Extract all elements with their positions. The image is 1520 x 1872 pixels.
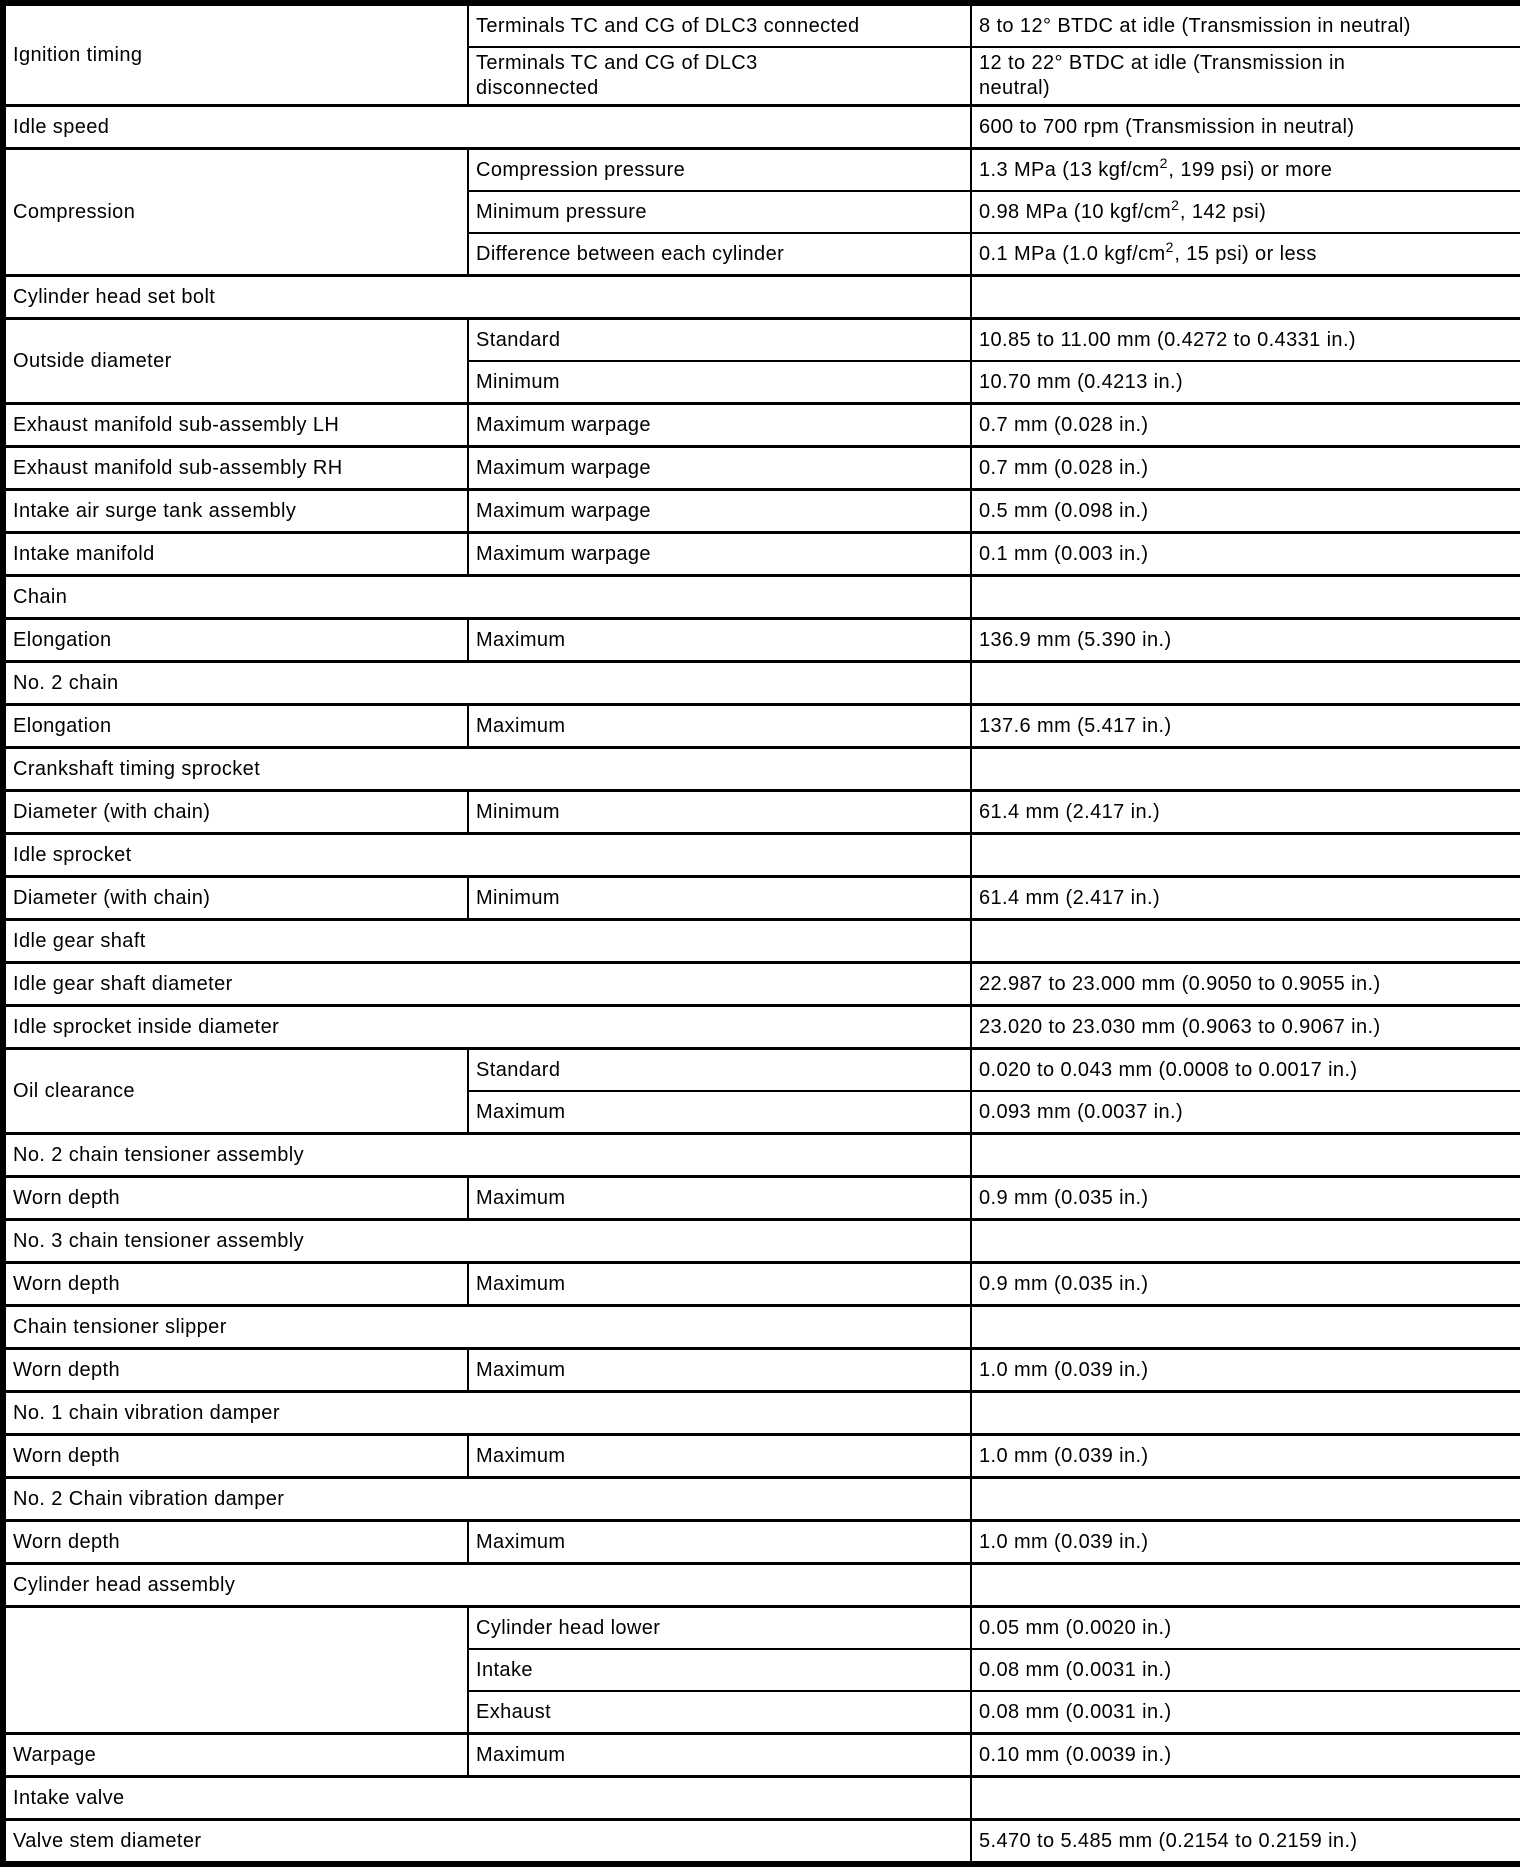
item-cell: Exhaust manifold sub-assembly RH: [3, 447, 468, 490]
item-cell: Intake manifold: [3, 533, 468, 576]
empty-value-cell: [971, 748, 1520, 791]
table-row: [3, 404, 1520, 447]
section-header-row: [3, 576, 1520, 619]
table-row: [3, 1607, 1520, 1650]
item-cell: Worn depth: [3, 1349, 468, 1392]
condition-cell: Maximum warpage: [468, 404, 971, 447]
condition-cell: Standard: [468, 1049, 971, 1092]
table-row: [3, 106, 1520, 149]
item-cell: Worn depth: [3, 1177, 468, 1220]
value-cell: 0.98 MPa (10 kgf/$cm^2$, 142 psi): [971, 191, 1520, 233]
condition-cell: Maximum warpage: [468, 490, 971, 533]
superscript: 2: [1159, 154, 1168, 171]
value-cell: 0.10 mm (0.0039 in.): [971, 1734, 1520, 1777]
value-cell: 0.08 mm (0.0031 in.): [971, 1649, 1520, 1691]
table-row: [3, 1006, 1520, 1049]
empty-value-cell: [971, 1777, 1520, 1820]
table-row: [3, 1049, 1520, 1092]
value-cell: 137.6 mm (5.417 in.): [971, 705, 1520, 748]
condition-cell: Intake: [468, 1649, 971, 1691]
item-cell: Elongation: [3, 705, 468, 748]
value-cell: 1.0 mm (0.039 in.): [971, 1435, 1520, 1478]
condition-cell: Terminals TC and CG of DLC3 disconnected: [468, 47, 971, 106]
empty-value-cell: [971, 1564, 1520, 1607]
value-cell: 0.020 to 0.043 mm (0.0008 to 0.0017 in.): [971, 1049, 1520, 1092]
table-row: [3, 877, 1520, 920]
section-header-cell: No. 2 chain: [3, 662, 971, 705]
table-row: [3, 791, 1520, 834]
section-header-row: [3, 662, 1520, 705]
section-header-row: [3, 834, 1520, 877]
value-cell: 8 to 12° BTDC at idle (Transmission in neutral): [971, 3, 1520, 47]
condition-cell: Maximum: [468, 1263, 971, 1306]
condition-cell: Maximum: [468, 1177, 971, 1220]
condition-cell: Maximum warpage: [468, 447, 971, 490]
empty-value-cell: [971, 1478, 1520, 1521]
condition-cell: Minimum: [468, 361, 971, 404]
value-cell: 0.093 mm (0.0037 in.): [971, 1091, 1520, 1134]
value-cell: 0.7 mm (0.028 in.): [971, 447, 1520, 490]
item-cell: Valve stem diameter: [3, 1820, 971, 1865]
value-cell: 0.05 mm (0.0020 in.): [971, 1607, 1520, 1650]
superscript: 2: [1171, 196, 1179, 213]
value-cell: 600 to 700 rpm (Transmission in neutral): [971, 106, 1520, 149]
condition-cell: Maximum: [468, 1091, 971, 1134]
section-header-cell: Crankshaft timing sprocket: [3, 748, 971, 791]
table-row: [3, 533, 1520, 576]
section-header-cell: No. 3 chain tensioner assembly: [3, 1220, 971, 1263]
table-row: [3, 705, 1520, 748]
table-row: [3, 3, 1520, 47]
value-cell: 0.9 mm (0.035 in.): [971, 1177, 1520, 1220]
condition-cell: Maximum: [468, 1734, 971, 1777]
condition-cell: Exhaust: [468, 1691, 971, 1734]
section-header-cell: Intake valve: [3, 1777, 971, 1820]
empty-item-cell: [3, 1607, 468, 1734]
superscript: 2: [1165, 238, 1174, 255]
section-header-row: [3, 920, 1520, 963]
empty-value-cell: [971, 662, 1520, 705]
value-cell: 0.7 mm (0.028 in.): [971, 404, 1520, 447]
item-cell: Idle sprocket inside diameter: [3, 1006, 971, 1049]
condition-cell: Maximum: [468, 619, 971, 662]
value-cell: 10.70 mm (0.4213 in.): [971, 361, 1520, 404]
empty-value-cell: [971, 1220, 1520, 1263]
section-header-row: [3, 1392, 1520, 1435]
condition-cell: Terminals TC and CG of DLC3 connected: [468, 3, 971, 47]
table-row: [3, 1734, 1520, 1777]
item-cell: Elongation: [3, 619, 468, 662]
value-cell: 1.0 mm (0.039 in.): [971, 1349, 1520, 1392]
condition-cell: Maximum: [468, 1521, 971, 1564]
condition-cell: Maximum: [468, 1349, 971, 1392]
item-cell: Outside diameter: [3, 319, 468, 404]
item-cell: Diameter (with chain): [3, 877, 468, 920]
condition-cell: Maximum: [468, 1435, 971, 1478]
condition-cell: Difference between each cylinder: [468, 233, 971, 276]
condition-cell: Maximum warpage: [468, 533, 971, 576]
item-cell: Worn depth: [3, 1435, 468, 1478]
value-cell: 1.0 mm (0.039 in.): [971, 1521, 1520, 1564]
section-header-row: [3, 1306, 1520, 1349]
item-cell: Oil clearance: [3, 1049, 468, 1134]
value-cell: 23.020 to 23.030 mm (0.9063 to 0.9067 in.): [971, 1006, 1520, 1049]
empty-value-cell: [971, 920, 1520, 963]
value-cell: 61.4 mm (2.417 in.): [971, 791, 1520, 834]
table-row: [3, 490, 1520, 533]
item-cell: Idle speed: [3, 106, 971, 149]
value-cell: 136.9 mm (5.390 in.): [971, 619, 1520, 662]
empty-value-cell: [971, 576, 1520, 619]
item-cell: Intake air surge tank assembly: [3, 490, 468, 533]
table-row: [3, 447, 1520, 490]
value-cell: 0.5 mm (0.098 in.): [971, 490, 1520, 533]
table-row: [3, 149, 1520, 192]
section-header-cell: Idle sprocket: [3, 834, 971, 877]
condition-cell: Cylinder head lower: [468, 1607, 971, 1650]
table-row: [3, 1263, 1520, 1306]
empty-value-cell: [971, 276, 1520, 319]
item-cell: Diameter (with chain): [3, 791, 468, 834]
item-cell: Worn depth: [3, 1263, 468, 1306]
spec-table-body: [3, 3, 1520, 1864]
table-row: [3, 1521, 1520, 1564]
item-cell: Ignition timing: [3, 3, 468, 106]
condition-cell: Minimum pressure: [468, 191, 971, 233]
section-header-row: [3, 1777, 1520, 1820]
section-header-row: [3, 1220, 1520, 1263]
section-header-cell: Chain tensioner slipper: [3, 1306, 971, 1349]
section-header-cell: Chain: [3, 576, 971, 619]
item-cell: Exhaust manifold sub-assembly LH: [3, 404, 468, 447]
section-header-cell: Cylinder head set bolt: [3, 276, 971, 319]
value-cell: 0.08 mm (0.0031 in.): [971, 1691, 1520, 1734]
value-cell: 10.85 to 11.00 mm (0.4272 to 0.4331 in.): [971, 319, 1520, 362]
value-cell: 0.1 MPa (1.0 kgf/$cm^2$, 15 psi) or less: [971, 233, 1520, 276]
table-row: [3, 1177, 1520, 1220]
value-cell: 1.3 MPa (13 kgf/$cm^2$, 199 psi) or more: [971, 149, 1520, 192]
table-row: [3, 963, 1520, 1006]
table-row: [3, 1349, 1520, 1392]
section-header-row: [3, 276, 1520, 319]
item-cell: Warpage: [3, 1734, 468, 1777]
empty-value-cell: [971, 1134, 1520, 1177]
item-cell: Compression: [3, 149, 468, 276]
empty-value-cell: [971, 1392, 1520, 1435]
value-cell: 0.1 mm (0.003 in.): [971, 533, 1520, 576]
table-row: [3, 1435, 1520, 1478]
condition-cell: Maximum: [468, 705, 971, 748]
section-header-row: [3, 1564, 1520, 1607]
table-row: [3, 619, 1520, 662]
value-cell: 12 to 22° BTDC at idle (Transmission in neutral): [971, 47, 1520, 106]
condition-cell: Minimum: [468, 877, 971, 920]
condition-cell: Compression pressure: [468, 149, 971, 192]
value-cell: 0.9 mm (0.035 in.): [971, 1263, 1520, 1306]
empty-value-cell: [971, 1306, 1520, 1349]
item-cell: Idle gear shaft diameter: [3, 963, 971, 1006]
table-row: [3, 1820, 1520, 1865]
section-header-row: [3, 748, 1520, 791]
section-header-cell: Cylinder head assembly: [3, 1564, 971, 1607]
empty-value-cell: [971, 834, 1520, 877]
condition-cell: Standard: [468, 319, 971, 362]
section-header-cell: No. 2 Chain vibration damper: [3, 1478, 971, 1521]
condition-cell: Minimum: [468, 791, 971, 834]
section-header-cell: Idle gear shaft: [3, 920, 971, 963]
value-cell: 61.4 mm (2.417 in.): [971, 877, 1520, 920]
value-cell: 5.470 to 5.485 mm (0.2154 to 0.2159 in.): [971, 1820, 1520, 1865]
value-cell: 22.987 to 23.000 mm (0.9050 to 0.9055 in.): [971, 963, 1520, 1006]
table-row: [3, 319, 1520, 362]
section-header-cell: No. 2 chain tensioner assembly: [3, 1134, 971, 1177]
section-header-cell: No. 1 chain vibration damper: [3, 1392, 971, 1435]
section-header-row: [3, 1134, 1520, 1177]
section-header-row: [3, 1478, 1520, 1521]
item-cell: Worn depth: [3, 1521, 468, 1564]
